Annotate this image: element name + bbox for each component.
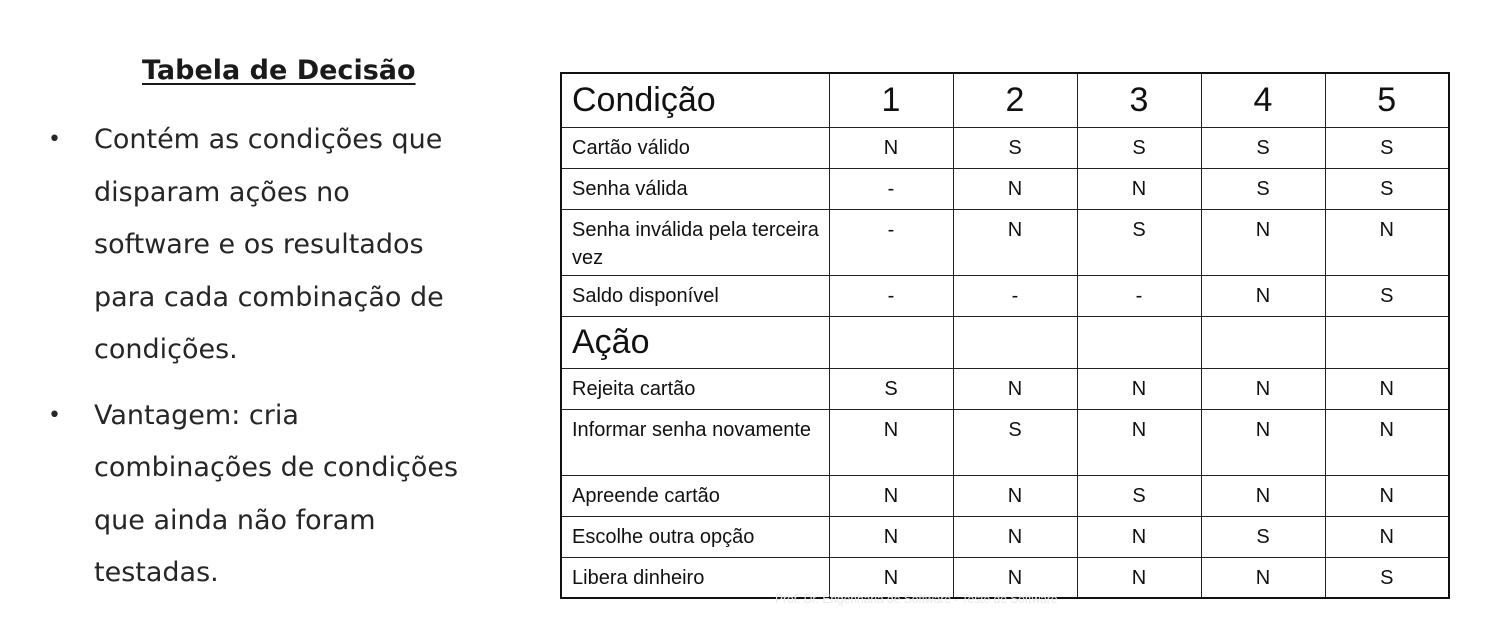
action-label: Apreende cartão: [561, 475, 829, 516]
table-cell: N: [1201, 209, 1325, 275]
bullet-item: [0, 390, 530, 600]
table-cell: N: [953, 209, 1077, 275]
header-cell-condition: Condição: [561, 73, 829, 127]
header-cell-rule: 2: [953, 73, 1077, 127]
table-cell: S: [829, 368, 953, 409]
decision-table: [560, 72, 1450, 599]
header-cell-rule: 1: [829, 73, 953, 127]
header-cell-rule: 5: [1325, 73, 1449, 127]
text-panel: [0, 0, 530, 636]
table-cell: N: [1077, 168, 1201, 209]
table-cell: S: [1201, 127, 1325, 168]
empty-cell: [953, 316, 1077, 368]
table-cell: N: [953, 516, 1077, 557]
table-cell: N: [1077, 409, 1201, 475]
condition-label: Cartão válido: [561, 127, 829, 168]
table-cell: -: [829, 168, 953, 209]
table-cell: N: [1325, 409, 1449, 475]
table-row: [561, 275, 1449, 316]
table-cell: N: [1201, 275, 1325, 316]
condition-label: Saldo disponível: [561, 275, 829, 316]
table-cell: N: [1201, 368, 1325, 409]
table-cell: N: [1201, 475, 1325, 516]
table-cell: N: [1325, 368, 1449, 409]
table-row: [561, 516, 1449, 557]
action-label: Libera dinheiro: [561, 557, 829, 598]
bullet-line: Contém as condições que: [94, 124, 443, 155]
bullet-line: combinações de condições: [94, 452, 459, 483]
table-cell: S: [1077, 475, 1201, 516]
empty-cell: [1201, 316, 1325, 368]
bullet-dot-icon: •: [48, 127, 61, 152]
bullet-line: para cada combinação de: [94, 281, 444, 313]
bullet-line: software e os resultados: [94, 229, 424, 260]
table-cell: S: [1077, 127, 1201, 168]
bullet-list: [0, 114, 530, 600]
empty-cell: [1325, 316, 1449, 368]
table-row: [561, 409, 1449, 475]
table-cell: N: [829, 557, 953, 598]
bullet-line: testadas.: [94, 557, 219, 588]
bullet-line: Vantagem: cria: [94, 399, 299, 431]
table-cell: -: [1077, 275, 1201, 316]
bullet-line: disparam ações no: [94, 176, 350, 208]
bullet-dot-icon: •: [48, 402, 61, 428]
action-label: Informar senha novamente: [561, 409, 829, 475]
table-cell: N: [1077, 516, 1201, 557]
table-row: [561, 127, 1449, 168]
action-section-label: Ação: [561, 316, 829, 368]
table-cell: S: [1201, 168, 1325, 209]
table-cell: N: [1325, 475, 1449, 516]
table-row: [561, 368, 1449, 409]
table-cell: N: [829, 127, 953, 168]
slide-title: Tabela de Decisão: [142, 55, 416, 86]
table-cell: S: [1325, 275, 1449, 316]
table-row: [561, 209, 1449, 275]
table-cell: -: [953, 275, 1077, 316]
table-cell: S: [1325, 557, 1449, 598]
table-cell: N: [1201, 557, 1325, 598]
table-cell: N: [1077, 368, 1201, 409]
table-cell: N: [1325, 209, 1449, 275]
table-row: [561, 168, 1449, 209]
table-cell: N: [953, 368, 1077, 409]
table-cell: N: [829, 516, 953, 557]
table-cell: N: [829, 409, 953, 475]
action-header-row: [561, 316, 1449, 368]
bullet-line: condições.: [94, 334, 238, 365]
table-cell: S: [1325, 127, 1449, 168]
table-cell: N: [1077, 557, 1201, 598]
header-cell-rule: 4: [1201, 73, 1325, 127]
empty-cell: [829, 316, 953, 368]
table-header-row: [561, 73, 1449, 127]
bullet-line: que ainda não foram: [94, 504, 376, 536]
table-cell: N: [953, 168, 1077, 209]
table-cell: S: [953, 127, 1077, 168]
action-label: Rejeita cartão: [561, 368, 829, 409]
condition-label: Senha válida: [561, 168, 829, 209]
table-cell: N: [953, 475, 1077, 516]
table-cell: N: [953, 557, 1077, 598]
header-cell-rule: 3: [1077, 73, 1201, 127]
empty-cell: [1077, 316, 1201, 368]
table-cell: S: [1201, 516, 1325, 557]
condition-label: Senha inválida pela terceira vez: [561, 209, 829, 275]
table-cell: S: [953, 409, 1077, 475]
table-row: [561, 475, 1449, 516]
bullet-item: [0, 114, 530, 377]
table-cell: N: [829, 475, 953, 516]
action-label: Escolhe outra opção: [561, 516, 829, 557]
table-cell: N: [1201, 409, 1325, 475]
table-cell: S: [1077, 209, 1201, 275]
table-cell: -: [829, 275, 953, 316]
table-cell: -: [829, 209, 953, 275]
faint-watermark-text: Prof. Dr. Engenharia de Software - Teste de Software: [775, 592, 1058, 606]
table-cell: S: [1325, 168, 1449, 209]
table-cell: N: [1325, 516, 1449, 557]
